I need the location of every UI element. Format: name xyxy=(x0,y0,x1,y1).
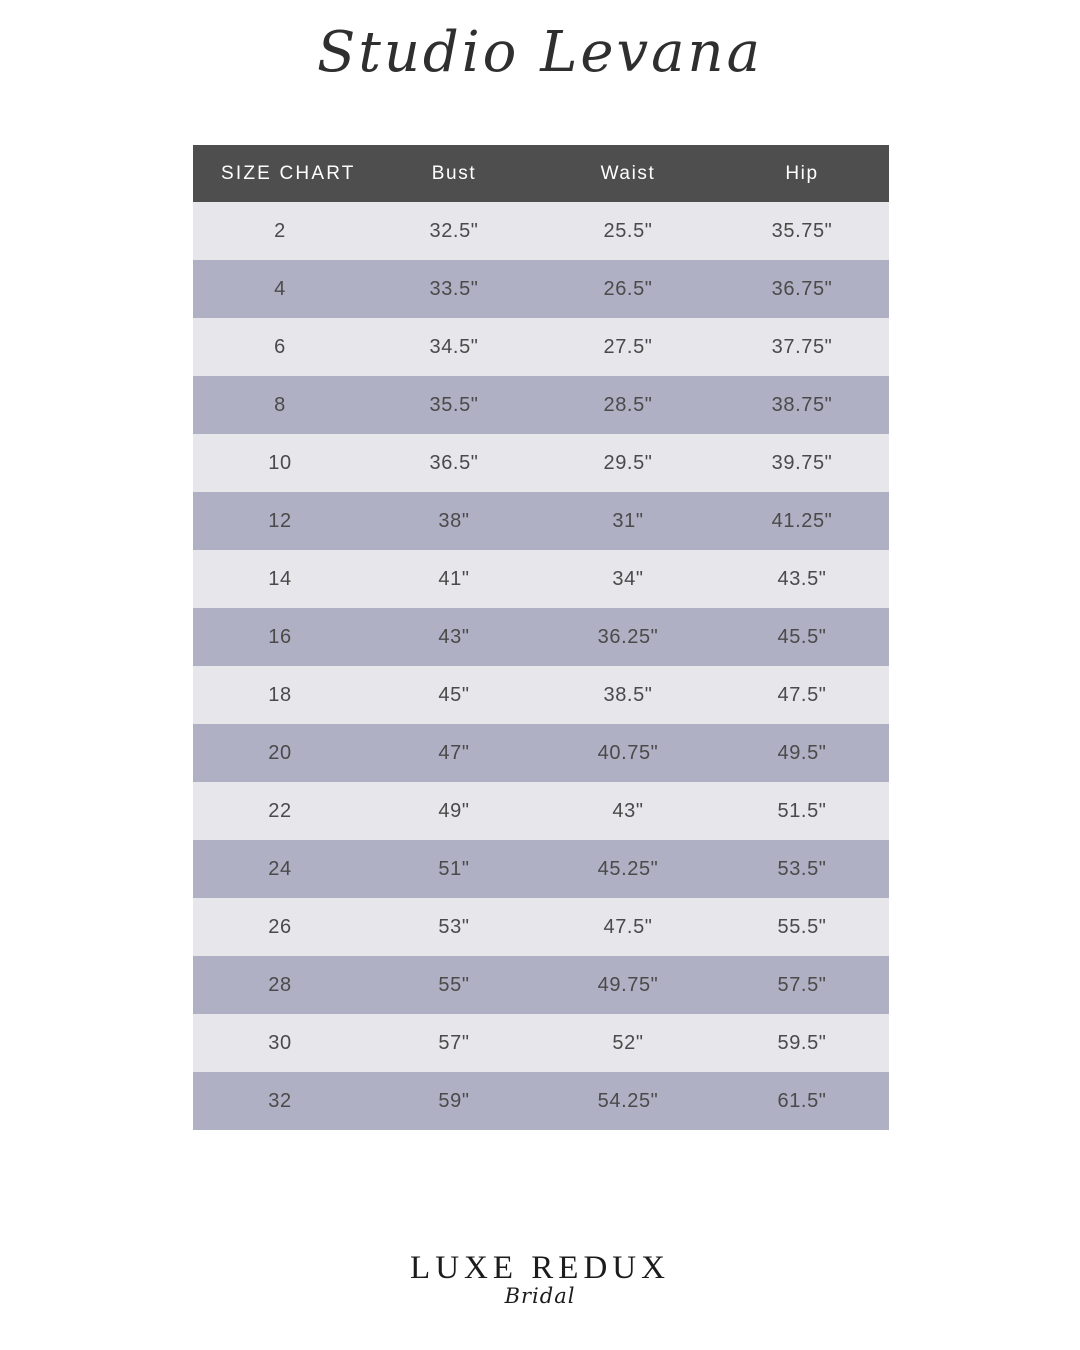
cell-bust: 41" xyxy=(367,550,541,608)
footer-logo xyxy=(0,1251,1080,1308)
table-row xyxy=(193,202,889,260)
cell-bust: 33.5" xyxy=(367,260,541,318)
cell-size: 6 xyxy=(193,318,367,376)
table-row xyxy=(193,260,889,318)
table-header xyxy=(193,145,889,202)
cell-bust: 38" xyxy=(367,492,541,550)
cell-size: 24 xyxy=(193,840,367,898)
table-row xyxy=(193,492,889,550)
cell-hip: 53.5" xyxy=(715,840,889,898)
cell-size: 28 xyxy=(193,956,367,1014)
cell-waist: 52" xyxy=(541,1014,715,1072)
table-row xyxy=(193,724,889,782)
cell-waist: 40.75" xyxy=(541,724,715,782)
column-header-waist: Waist xyxy=(541,145,715,202)
column-header-hip: Hip xyxy=(715,145,889,202)
table-row xyxy=(193,782,889,840)
cell-waist: 31" xyxy=(541,492,715,550)
cell-bust: 45" xyxy=(367,666,541,724)
cell-hip: 55.5" xyxy=(715,898,889,956)
cell-size: 2 xyxy=(193,202,367,260)
cell-waist: 36.25" xyxy=(541,608,715,666)
size-chart-table xyxy=(193,145,889,1130)
table-row xyxy=(193,434,889,492)
column-header-size: SIZE CHART xyxy=(193,145,367,202)
cell-hip: 57.5" xyxy=(715,956,889,1014)
cell-bust: 35.5" xyxy=(367,376,541,434)
footer-logo-secondary: Bridal xyxy=(504,1284,576,1308)
cell-size: 30 xyxy=(193,1014,367,1072)
cell-waist: 28.5" xyxy=(541,376,715,434)
table-header-row xyxy=(193,145,889,202)
cell-waist: 26.5" xyxy=(541,260,715,318)
cell-hip: 49.5" xyxy=(715,724,889,782)
cell-waist: 38.5" xyxy=(541,666,715,724)
cell-bust: 53" xyxy=(367,898,541,956)
table-row xyxy=(193,840,889,898)
cell-size: 22 xyxy=(193,782,367,840)
cell-waist: 34" xyxy=(541,550,715,608)
cell-hip: 45.5" xyxy=(715,608,889,666)
column-header-bust: Bust xyxy=(367,145,541,202)
cell-bust: 43" xyxy=(367,608,541,666)
cell-size: 14 xyxy=(193,550,367,608)
cell-hip: 43.5" xyxy=(715,550,889,608)
cell-waist: 43" xyxy=(541,782,715,840)
cell-waist: 49.75" xyxy=(541,956,715,1014)
cell-hip: 61.5" xyxy=(715,1072,889,1130)
cell-size: 18 xyxy=(193,666,367,724)
cell-size: 16 xyxy=(193,608,367,666)
cell-size: 26 xyxy=(193,898,367,956)
cell-waist: 47.5" xyxy=(541,898,715,956)
page-title: Studio Levana xyxy=(316,20,763,85)
cell-hip: 35.75" xyxy=(715,202,889,260)
cell-waist: 45.25" xyxy=(541,840,715,898)
cell-bust: 57" xyxy=(367,1014,541,1072)
table-row xyxy=(193,376,889,434)
cell-size: 10 xyxy=(193,434,367,492)
cell-hip: 39.75" xyxy=(715,434,889,492)
cell-size: 32 xyxy=(193,1072,367,1130)
table-row xyxy=(193,318,889,376)
table-row xyxy=(193,666,889,724)
cell-hip: 36.75" xyxy=(715,260,889,318)
cell-size: 12 xyxy=(193,492,367,550)
cell-waist: 27.5" xyxy=(541,318,715,376)
cell-size: 4 xyxy=(193,260,367,318)
cell-bust: 34.5" xyxy=(367,318,541,376)
cell-hip: 37.75" xyxy=(715,318,889,376)
cell-bust: 59" xyxy=(367,1072,541,1130)
cell-waist: 54.25" xyxy=(541,1072,715,1130)
table-row xyxy=(193,608,889,666)
table-row xyxy=(193,1072,889,1130)
cell-bust: 32.5" xyxy=(367,202,541,260)
cell-waist: 29.5" xyxy=(541,434,715,492)
cell-waist: 25.5" xyxy=(541,202,715,260)
cell-hip: 41.25" xyxy=(715,492,889,550)
cell-bust: 55" xyxy=(367,956,541,1014)
cell-bust: 51" xyxy=(367,840,541,898)
cell-bust: 49" xyxy=(367,782,541,840)
cell-hip: 47.5" xyxy=(715,666,889,724)
footer-logo-primary: LUXE REDUX xyxy=(410,1250,670,1287)
table-body xyxy=(193,202,889,1130)
cell-hip: 51.5" xyxy=(715,782,889,840)
table-row xyxy=(193,956,889,1014)
size-chart-table-container xyxy=(193,145,889,1130)
table-row xyxy=(193,550,889,608)
cell-hip: 38.75" xyxy=(715,376,889,434)
cell-size: 8 xyxy=(193,376,367,434)
cell-bust: 47" xyxy=(367,724,541,782)
table-row xyxy=(193,1014,889,1072)
cell-bust: 36.5" xyxy=(367,434,541,492)
cell-size: 20 xyxy=(193,724,367,782)
cell-hip: 59.5" xyxy=(715,1014,889,1072)
table-row xyxy=(193,898,889,956)
